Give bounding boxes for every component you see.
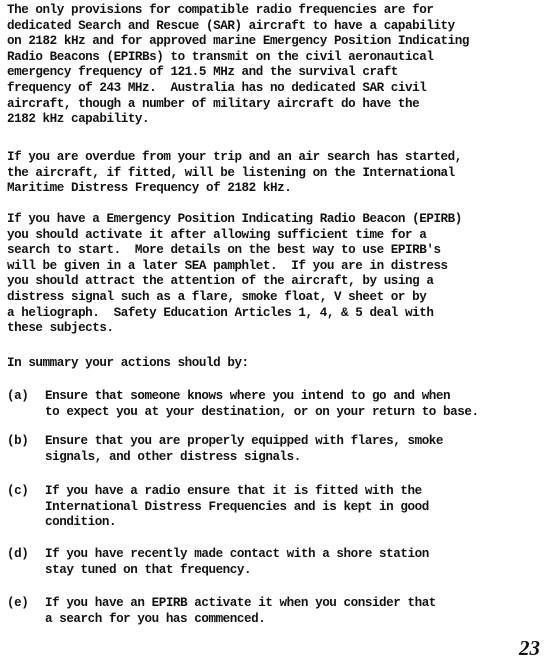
- summary-intro: In summary your actions should by:: [7, 356, 249, 370]
- action-text: If you have recently made contact with a shore station stay tuned on that frequency.: [45, 547, 429, 577]
- action-text: If you have a radio ensure that it is fitted with the International Distress Frequencies and is kept in good condition.: [45, 484, 429, 530]
- action-marker: (b): [7, 434, 29, 448]
- page-number: 23: [519, 636, 540, 660]
- paragraph-epirb-activation: If you have a Emergency Position Indicating Radio Beacon (EPIRB) you should activate it after allowing sufficient time for a search to start. More details on the best way to use EPIRB's will be given in a later SEA pamphlet. If you are in distress you should attract the attention of the aircraft, by using a distress signal such as a flare, smoke float, V sheet or by a heliograph. Safety Education Articles 1, 4, & 5 deal with these subjects.: [7, 212, 462, 336]
- action-marker: (d): [7, 547, 29, 561]
- action-marker: (c): [7, 484, 29, 498]
- paragraph-radio-provisions: The only provisions for compatible radio frequencies are for dedicated Search and Rescue (SAR) aircraft to have a capability on 2182 kHz and for approved marine Emergency Position Indicating Radio Beacons (EPIRBs) to transmit on the civil aeronautical emergency frequency of 121.5 MHz and the survival craft frequency of 243 MHz. Australia has no dedicated SAR civil aircraft, though a number of military aircraft do have the 2182 kHz capability.: [7, 3, 469, 127]
- action-marker: (e): [7, 596, 29, 610]
- action-text: Ensure that you are properly equipped with flares, smoke signals, and other distress signals.: [45, 434, 444, 464]
- action-text: If you have an EPIRB activate it when you consider that a search for you has commenced.: [45, 596, 436, 626]
- action-text: Ensure that someone knows where you intend to go and when to expect you at your destination, or on your return to base.: [45, 389, 479, 419]
- action-marker: (a): [7, 389, 29, 403]
- paragraph-overdue-search: If you are overdue from your trip and an air search has started, the aircraft, if fitted, will be listening on the International Maritime Distress Frequency of 2182 kHz.: [7, 150, 462, 196]
